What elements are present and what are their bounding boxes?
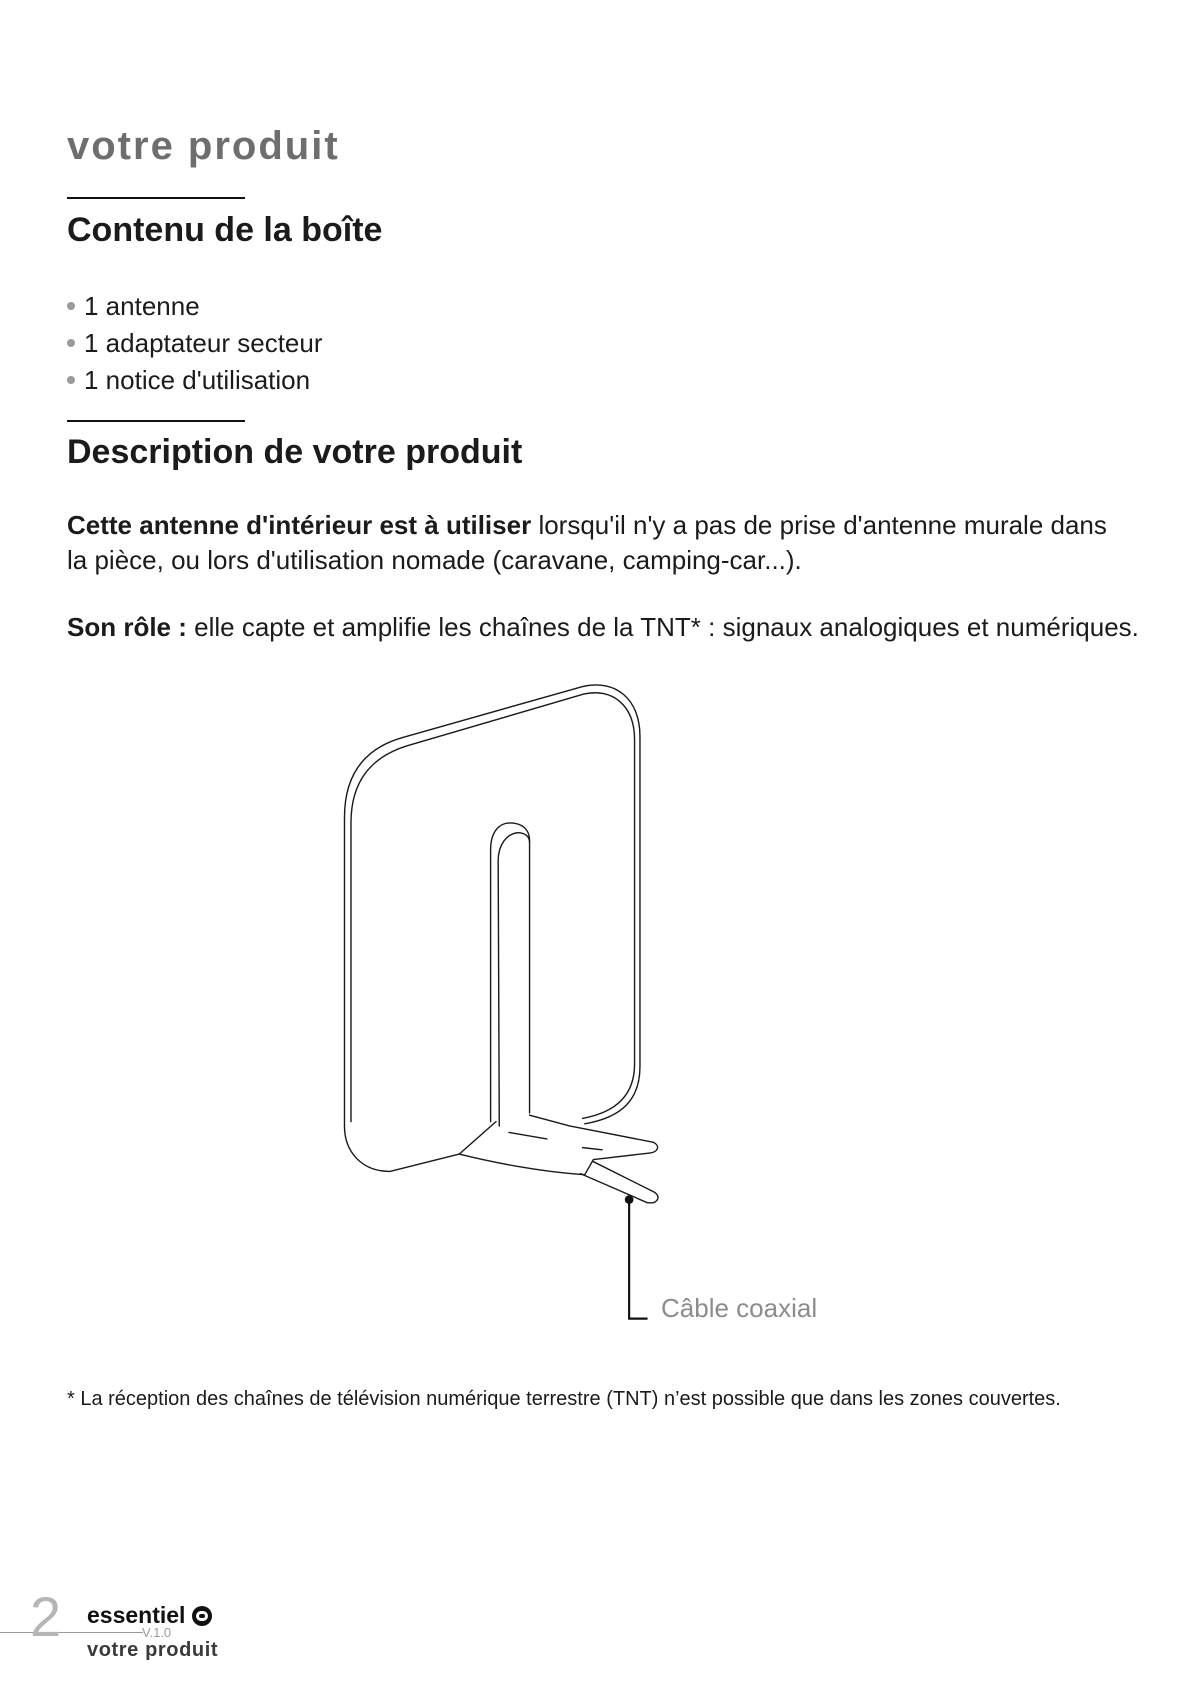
page-number: 2 bbox=[30, 1585, 62, 1648]
footer-rule bbox=[0, 1632, 143, 1633]
role-label: Son rôle : bbox=[67, 612, 187, 642]
footnote: * La réception des chaînes de télévision numérique terrestre (TNT) n’est possible que dans les zones couvertes. bbox=[67, 1388, 1061, 1410]
callout-line bbox=[629, 1200, 647, 1319]
footer-section-title: votre produit bbox=[87, 1639, 219, 1661]
description-heading: Description de votre produit bbox=[67, 433, 523, 471]
description-paragraph bbox=[67, 508, 1107, 578]
paragraph-line: la pièce, ou lors d'utilisation nomade (caravane, camping-car...). bbox=[67, 545, 802, 575]
antenna-slot bbox=[491, 823, 530, 1122]
page-title: votre produit bbox=[67, 124, 340, 168]
paragraph-lead: Cette antenne d'intérieur est à utiliser bbox=[67, 510, 532, 540]
heading-rule bbox=[67, 197, 245, 199]
list-item bbox=[67, 288, 323, 325]
list-item-text: 1 adaptateur secteur bbox=[84, 328, 323, 358]
callout-dot bbox=[625, 1195, 634, 1204]
bullet-icon bbox=[67, 376, 75, 384]
list-item-text: 1 antenne bbox=[84, 291, 200, 321]
antenna-panel-bottom-edge bbox=[344, 1126, 459, 1171]
antenna-illustration bbox=[325, 671, 693, 1332]
bullet-icon bbox=[67, 339, 75, 347]
role-paragraph bbox=[67, 610, 1139, 645]
version-label: V.1.0 bbox=[142, 1625, 172, 1640]
paragraph-text: lorsqu'il n'y a pas de prise d'antenne murale dans bbox=[538, 510, 1107, 540]
list-item-text: 1 notice d'utilisation bbox=[84, 365, 311, 395]
brand-name: essentiel bbox=[87, 1602, 186, 1628]
contents-list bbox=[67, 288, 323, 399]
contents-heading: Contenu de la boîte bbox=[67, 211, 383, 249]
antenna-panel-front-edge bbox=[351, 693, 635, 1122]
antenna-base-detail bbox=[509, 1132, 602, 1149]
bullet-icon bbox=[67, 302, 75, 310]
callout-label: Câble coaxial bbox=[661, 1293, 818, 1323]
list-item bbox=[67, 325, 323, 362]
brand-logo-icon bbox=[191, 1605, 213, 1627]
antenna-slot-inner-wall bbox=[498, 833, 529, 1126]
antenna-base bbox=[459, 1115, 657, 1175]
role-text: elle capte et amplifie les chaînes de la TNT* : signaux analogiques et numériques. bbox=[194, 612, 1139, 642]
list-item bbox=[67, 362, 323, 399]
coaxial-cable bbox=[580, 1162, 658, 1203]
paragraph-line bbox=[67, 508, 1107, 543]
heading-rule bbox=[67, 420, 245, 422]
antenna-panel-back-edge bbox=[344, 685, 639, 1126]
